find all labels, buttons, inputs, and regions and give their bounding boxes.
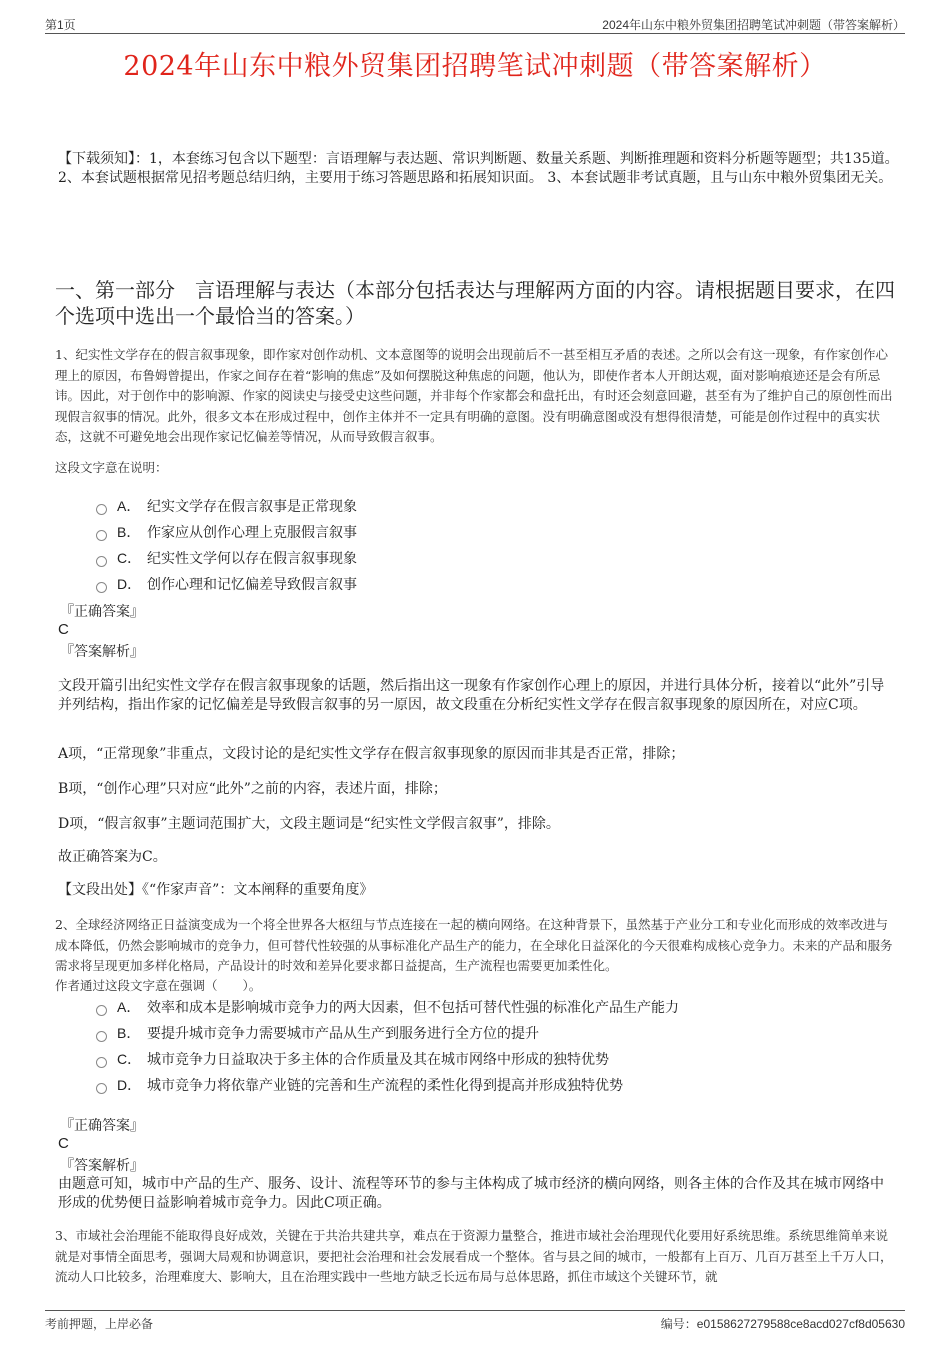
radio-icon[interactable] xyxy=(96,1031,107,1042)
radio-icon[interactable] xyxy=(96,1005,107,1016)
header-rule xyxy=(45,33,905,34)
question-1-analysis-main: 文段开篇引出纪实性文学存在假言叙事现象的话题，然后指出这一现象有作家创作心理上的原因，并进行具体分析，接着以“此外”引导并列结构，指出作家的记忆偏差是导致假言叙事的另一原因，故文段重在分析纪实性文学存在假言叙事现象的原因所在，对应C项。 xyxy=(58,678,885,713)
question-1-stem: 1、纪实性文学存在的假言叙事现象，即作家对创作动机、文本意图等的说明会出现前后不一甚至相互矛盾的表述。之所以会有这一现象，有作家创作心理上的原因，布鲁姆曾提出，作家之间存在着“影响的焦虑”及如何摆脱这种焦虑的问题，他认为，即使作者本人开朗达观，面对影响痕迹还是会有所忌讳。因此，对于创作中的影响源、作家的阅读史与接受史这些问题，并非每个作家都会和盘托出，有时还会刻意回避，甚至有为了维护自己的原创性而出现假言叙事的情况。此外，很多文本在形成过程中，创作主体并不一定具有明确的意图。没有明确意图或没有想得很清楚，可能是创作过程中的真实状态，这就不可避免地会出现作家记忆偏差等情况，从而导致假言叙事。 xyxy=(55,347,893,444)
section-heading: 一、第一部分 言语理解与表达（本部分包括表达与理解两方面的内容。请根据题目要求，在四个选项中选出一个最恰当的答案。） xyxy=(55,278,895,328)
footer-slogan: 考前押题，上岸必备 xyxy=(45,1317,154,1331)
question-2-option-c[interactable]: C． 城市竞争力日益取决于多主体的合作质量及其在城市网络中形成的独特优势 xyxy=(96,1046,609,1072)
radio-icon[interactable] xyxy=(96,530,107,541)
question-1-prompt: 这段文字意在说明： xyxy=(55,460,168,475)
radio-icon[interactable] xyxy=(96,1057,107,1068)
question-1-analysis-label: 『答案解析』 xyxy=(60,644,144,660)
question-1-option-c[interactable]: C． 纪实性文学何以存在假言叙事现象 xyxy=(96,545,357,571)
radio-icon[interactable] xyxy=(96,556,107,567)
radio-icon[interactable] xyxy=(96,504,107,515)
question-1-analysis-a: A项，“正常现象”非重点，文段讨论的是纪实性文学存在假言叙事现象的原因而非其是否正常，排除； xyxy=(58,746,685,762)
question-2-option-d[interactable]: D． 城市竞争力将依靠产业链的完善和生产流程的柔性化得到提高并形成独特优势 xyxy=(96,1072,623,1098)
question-1-conclusion: 故正确答案为C。 xyxy=(58,849,167,865)
question-1-analysis-b: B项，“创作心理”只对应“此外”之前的内容，表述片面，排除； xyxy=(58,781,447,797)
radio-icon[interactable] xyxy=(96,582,107,593)
question-1-analysis-d: D项，“假言叙事”主题词范围扩大，文段主题词是“纪实性文学假言叙事”，排除。 xyxy=(58,816,560,832)
question-1-answer: C xyxy=(58,621,69,638)
question-2-option-a[interactable]: A． 效率和成本是影响城市竞争力的两大因素，但不包括可替代性强的标准化产品生产能力 xyxy=(96,994,679,1020)
download-notice: 【下载须知】：1，本套练习包含以下题型：言语理解与表达题、常识判断题、数量关系题、判断推理题和资料分析题等题型；共135道。 2、本套试题根据常见招考题总结归纳，主要用于练习答题思路和拓展知识面。 3、本套试题非考试真题，且与山东中粮外贸集团无关。 xyxy=(58,151,899,186)
question-2-analysis: 由题意可知，城市中产品的生产、服务、设计、流程等环节的参与主体构成了城市经济的横向网络，则各主体的合作及其在城市网络中形成的优势便日益影响着城市竞争力。因此C项正确。 xyxy=(58,1176,884,1211)
question-2-answer: C xyxy=(58,1135,69,1152)
running-title: 2024年山东中粮外贸集团招聘笔试冲刺题（带答案解析） xyxy=(602,18,905,32)
question-3-stem: 3、市域社会治理能不能取得良好成效，关键在于共治共建共享，难点在于资源力量整合，推进市域社会治理现代化要用好系统思维。系统思维简单来说就是对事情全面思考，强调大局观和协调意识，要把社会治理和社会发展看成一个整体。省与县之间的城市，一般都有上百万、几百万甚至上千万人口，流动人口比较多，治理难度大、影响大，且在治理实践中一些地方缺乏长远布局与总体思路，抓住市域这个关键环节，就 xyxy=(55,1228,893,1284)
question-1-option-b[interactable]: B． 作家应从创作心理上克服假言叙事 xyxy=(96,519,357,545)
question-2-answer-label: 『正确答案』 xyxy=(60,1118,144,1134)
document-code: 编号：e0158627279588ce8acd027cf8d05630 xyxy=(660,1317,905,1331)
question-2-option-b[interactable]: B． 要提升城市竞争力需要城市产品从生产到服务进行全方位的提升 xyxy=(96,1020,539,1046)
radio-icon[interactable] xyxy=(96,1083,107,1094)
question-1-option-a[interactable]: A． 纪实文学存在假言叙事是正常现象 xyxy=(96,493,357,519)
question-1-source: 【文段出处】《“作家声音”：文本阐释的重要角度》 xyxy=(58,882,374,898)
question-2-stem: 2、全球经济网络正日益演变成为一个将全世界各大枢纽与节点连接在一起的横向网络。在这种背景下，虽然基于产业分工和专业化而形成的效率改进与成本降低，仍然会影响城市的竞争力，但可替代性较强的从事标准化产品生产的能力，在全球化日益深化的今天很难构成核心竞争力。未来的产品和服务需求将呈现更加多样化格局，产品设计的时效和差异化要求都日益提高，生产流程也需要更加柔性化。 xyxy=(55,917,893,973)
question-2-prompt: 作者通过这段文字意在强调（ ）。 xyxy=(55,978,262,993)
footer-rule xyxy=(45,1310,905,1311)
question-2-analysis-label: 『答案解析』 xyxy=(60,1158,144,1174)
document-title: 2024年山东中粮外贸集团招聘笔试冲刺题（带答案解析） xyxy=(123,51,827,82)
question-1-option-d[interactable]: D． 创作心理和记忆偏差导致假言叙事 xyxy=(96,571,357,597)
question-1-answer-label: 『正确答案』 xyxy=(60,604,144,620)
page-number: 第1页 xyxy=(45,18,76,32)
